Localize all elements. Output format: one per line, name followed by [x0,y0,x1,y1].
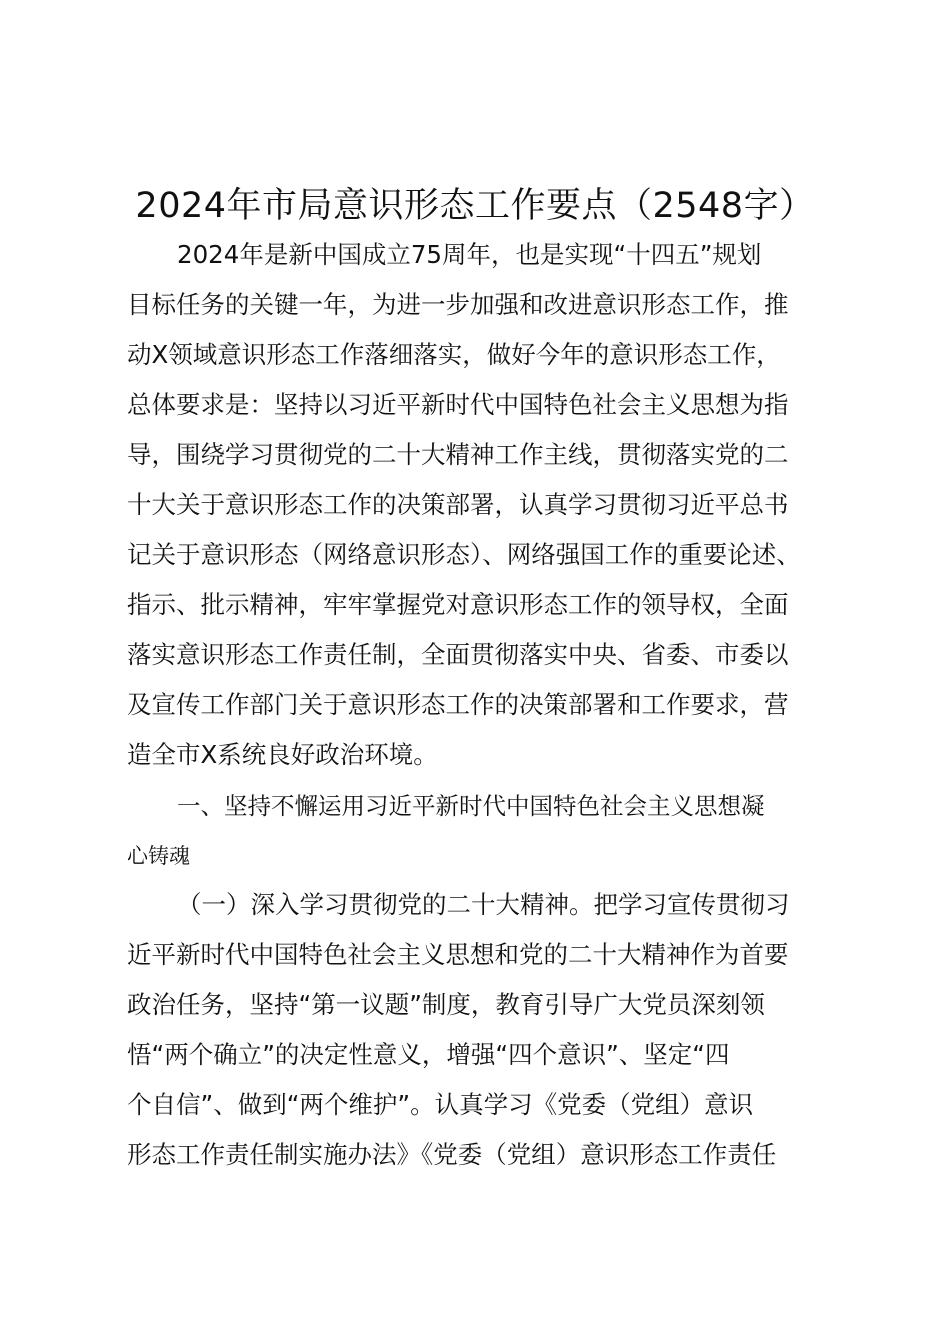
intro-paragraph [127,230,847,780]
text-line: 总体要求是：坚持以习近平新时代中国特色社会主义思想为指 [127,390,789,419]
text-line: （一）深入学习贯彻党的二十大精神。把学习宣传贯彻习 [177,890,790,919]
text-line: 落实意识形态工作责任制，全面贯彻落实中央、省委、市委以 [127,640,789,669]
heading-line: 一、坚持不懈运用习近平新时代中国特色社会主义思想凝 [177,792,765,820]
text-line: 形态工作责任制实施办法》《党委（党组）意识形态工作责任 [127,1140,777,1169]
text-line: 悟“两个确立”的决定性意义，增强“四个意识”、坚定“四 [127,1040,730,1069]
text-line: 记关于意识形态（网络意识形态）、网络强国工作的重要论述、 [127,540,801,569]
subsection-paragraph-1 [127,880,847,1180]
text-line: 个自信”、做到“两个维护”。认真学习《党委（党组）意识 [127,1090,754,1119]
text-line: 2024年是新中国成立75周年，也是实现“十四五”规划 [177,240,762,269]
text-line: 十大关于意识形态工作的决策部署，认真学习贯彻习近平总书 [127,490,789,519]
heading-line: 心铸魂 [127,844,190,868]
text-line: 造全市X系统良好政治环境。 [127,740,438,769]
text-line: 导，围绕学习贯彻党的二十大精神工作主线，贯彻落实党的二 [127,440,789,469]
text-line: 目标任务的关键一年，为进一步加强和改进意识形态工作，推 [127,290,789,319]
document-title: 2024年市局意识形态工作要点（2548字） [135,186,815,226]
text-line: 及宣传工作部门关于意识形态工作的决策部署和工作要求，营 [127,690,789,719]
text-line: 政治任务，坚持“第一议题”制度，教育引导广大党员深刻领 [127,990,765,1019]
section-heading-1 [127,780,847,880]
text-line: 动X领域意识形态工作落细落实，做好今年的意识形态工作， [127,340,781,369]
document-body [127,230,847,1180]
text-line: 指示、批示精神，牢牢掌握党对意识形态工作的领导权，全面 [127,590,789,619]
text-line: 近平新时代中国特色社会主义思想和党的二十大精神作为首要 [127,940,789,969]
